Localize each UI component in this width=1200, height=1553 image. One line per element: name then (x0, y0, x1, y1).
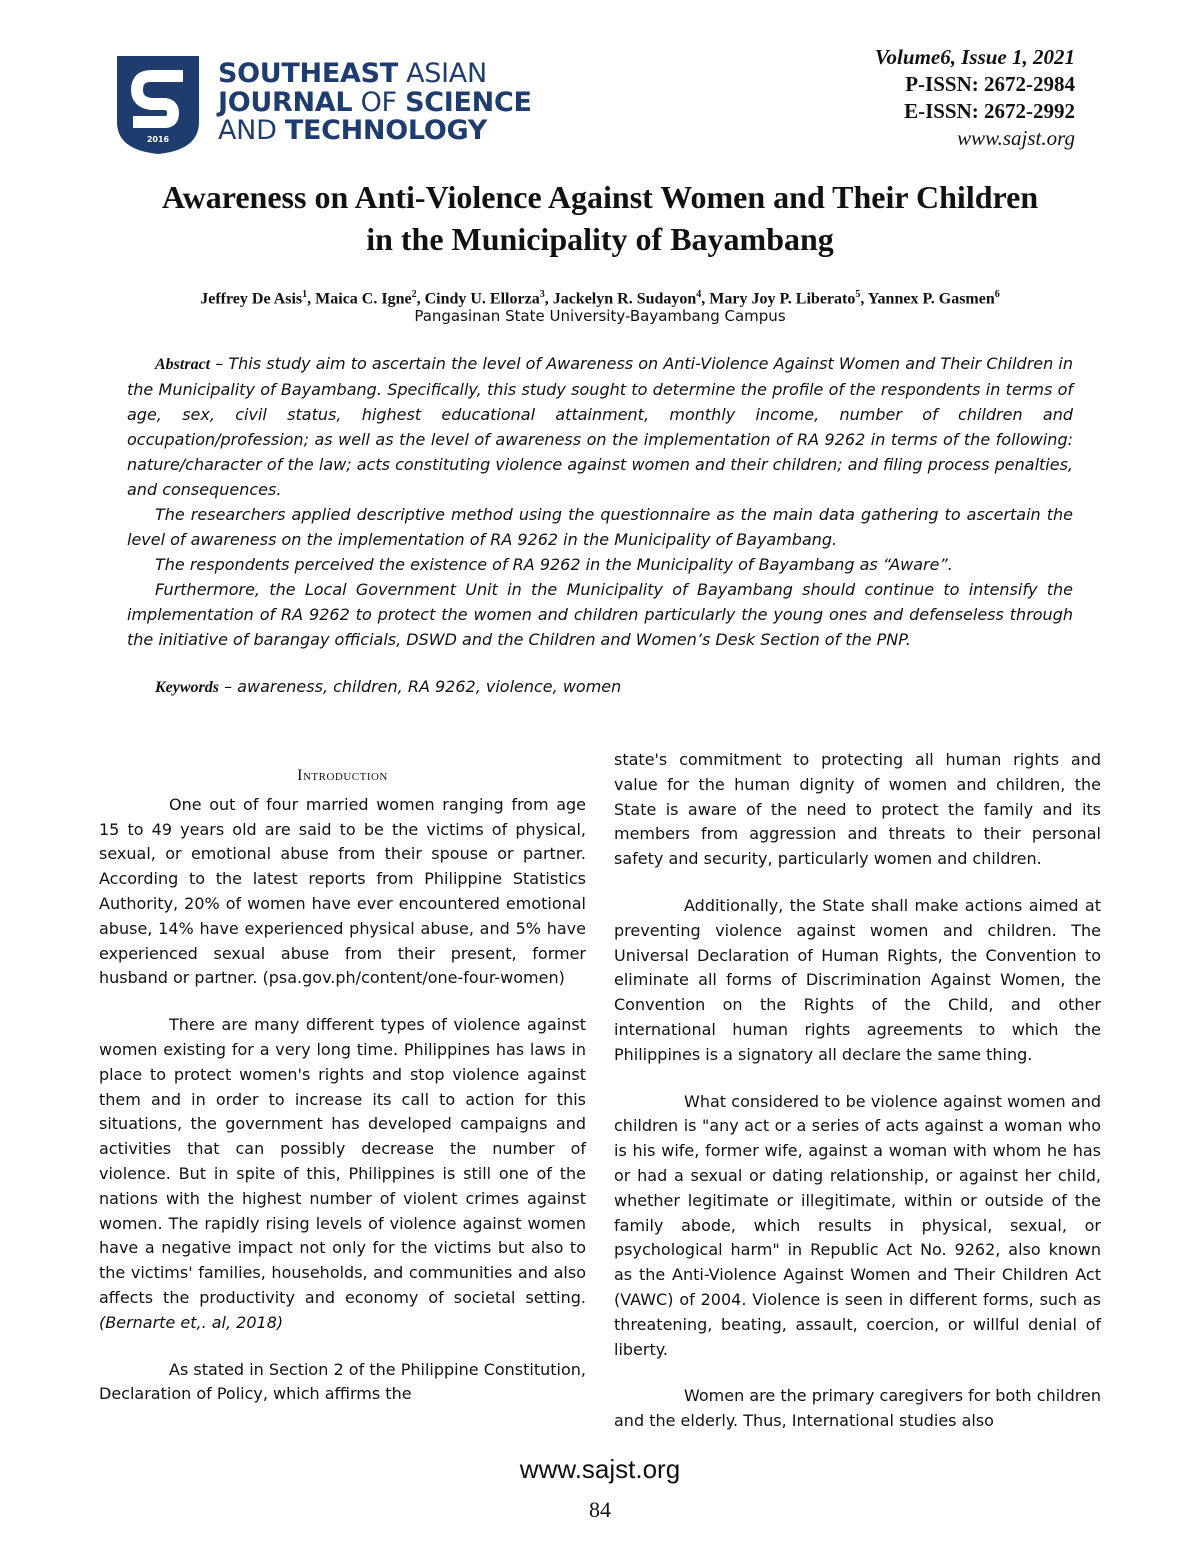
abstract-paragraph (127, 351, 1073, 502)
body-column-left (99, 760, 586, 1407)
section-heading-introduction: Introduction (297, 767, 388, 784)
journal-website-link[interactable]: www.sajst.org (957, 126, 1075, 150)
journal-name-part: SOUTHEAST (218, 58, 398, 89)
author-affiliation-marker: 6 (994, 289, 1000, 300)
journal-name-part: ASIAN (406, 58, 487, 89)
body-paragraph: state's commitment to protecting all human rights and value for the human dignity of women and children, the State is aware of the need to protect the family and its members from aggression and threats to their personal safety and security, particularly women and children. (614, 750, 1101, 869)
author-separator: , (701, 290, 710, 308)
author-separator: , (544, 290, 553, 308)
author-separator: , (860, 290, 868, 308)
journal-name (218, 60, 532, 146)
body-text: There are many different types of violence against women existing for a very long time. Philippines has laws in place to protect women's rights and stop violence against them and in order to increase its call to action for this situations, the government has developed campaigns and activities that can possibly decrease the number of violence. But in spite of this, Philippines is still one of the nations with the highest number of violent crimes against women. The rapidly rising levels of violence against women have a negative impact not only for the victims but also to the victims' families, households, and communities and also affects the productivity and economy of societal setting. (99, 1015, 586, 1307)
title-line: Awareness on Anti-Violence Against Women and Their Children (161, 179, 1039, 215)
volume-issue: Volume6, Issue 1, 2021 (874, 45, 1075, 69)
author-name: Jackelyn R. Sudayon (552, 290, 697, 308)
author-name: Jeffrey De Asis (200, 290, 303, 308)
body-paragraph: Additionally, the State shall make actions aimed at preventing violence against women and children. The Universal Declaration of Human Rights, the Convention to eliminate all forms of Discrimination Against Women, the Convention on the Rights of the Child, and other international human rights agreements to which the Philippines is a signatory all declare the same thing. (614, 895, 1101, 1064)
author-affiliation-marker: 2 (411, 289, 417, 300)
body-paragraph: What considered to be violence against women and children is "any act or a series of acts against a woman who is his wife, former wife, against a woman with whom he has or had a sexual or dating relationship, or against her child, whether legitimate or illegitimate, within or outside of the family abode, which results in physical, sexual, or psychological harm" in Republic Act No. 9262, also known as the Anti-Violence Against Women and Their Children Act (VAWC) of 2004. Violence is seen in different forms, such as threatening, beating, assault, coercion, or willful denial of liberty. (614, 1091, 1101, 1359)
author-separator: , (307, 290, 316, 308)
journal-name-part: SCIENCE (405, 86, 532, 118)
author-name: Mary Joy P. Liberato (709, 290, 856, 308)
affiliation: Pangasinan State University-Bayambang Campus (414, 307, 786, 325)
footer-website-link[interactable]: www.sajst.org (519, 1454, 681, 1484)
keywords-text: – awareness, children, RA 9262, violence, women (219, 677, 622, 696)
logo-year: 2016 (146, 135, 170, 144)
electronic-issn: E-ISSN: 2672-2992 (904, 99, 1075, 123)
body-paragraph: As stated in Section 2 of the Philippine Constitution, Declaration of Policy, which affirms the (99, 1359, 586, 1404)
author-name: Maica C. Igne (315, 290, 412, 308)
author-name: Cindy U. Ellorza (424, 290, 540, 308)
body-paragraph (99, 1013, 586, 1335)
journal-name-part: TECHNOLOGY (284, 115, 487, 146)
page-number: 84 (589, 1497, 611, 1522)
author-affiliation-marker: 3 (539, 289, 545, 300)
abstract-paragraph: The researchers applied descriptive method using the questionnaire as the main data gathering to ascertain the level of awareness on the implementation of RA 9262 in the Municipality of Bayambang. (127, 505, 1073, 549)
journal-name-part: AND (218, 115, 277, 146)
keywords-label: Keywords (155, 679, 219, 696)
author-affiliation-marker: 4 (696, 289, 702, 300)
title-line: in the Municipality of Bayambang (366, 221, 834, 257)
body-column-right (614, 748, 1101, 1434)
author-separator: , (416, 290, 425, 308)
author-affiliation-marker: 1 (302, 289, 308, 300)
author-name: Yannex P. Gasmen (867, 290, 995, 308)
body-paragraph: Women are the primary caregivers for both children and the elderly. Thus, International studies also (614, 1386, 1101, 1431)
journal-name-part: JOURNAL (218, 86, 353, 118)
author-affiliation-marker: 5 (855, 289, 861, 300)
body-paragraph: One out of four married women ranging from age 15 to 49 years old are said to be the victims of physical, sexual, or emotional abuse from their spouse or partner. According to the latest reports from Philippine Statistics Authority, 20% of women have ever encountered emotional abuse, 14% have experienced physical abuse, and 5% have experienced sexual abuse from their present, former husband or partner. (psa.gov.ph/content/one-four-women) (99, 794, 586, 988)
abstract-paragraph: Furthermore, the Local Government Unit in the Municipality of Bayambang should continue to intensify the implementation of RA 9262 to protect the women and children particularly the young ones and defenseless through the initiative of barangay officials, DSWD and the Children and Women’s Desk Section of the PNP. (127, 580, 1073, 649)
citation: (Bernarte et,. al, 2018) (99, 1312, 284, 1332)
abstract-text: – This study aim to ascertain the level of Awareness on Anti-Violence Against Women and Their Children in the Municipality of Bayambang. Specifically, this study sought to determine the profile of the respondents in terms of age, sex, civil status, highest educational attainment, monthly income, number of children and occupation/profession; as well as the level of awareness on the implementation of RA 9262 in terms of the following: nature/character of the law; acts constituting violence against women and their children; and filing process penalties, and consequences. (127, 354, 1073, 499)
issue-info (875, 44, 1075, 152)
abstract-label: Abstract (155, 356, 211, 373)
keywords (127, 676, 1073, 699)
abstract (127, 351, 1073, 652)
print-issn: P-ISSN: 2672-2984 (905, 72, 1075, 96)
journal-logo-icon (113, 52, 203, 156)
paper-title (60, 176, 1140, 260)
journal-name-part: OF (360, 86, 397, 118)
abstract-paragraph: The respondents perceived the existence of RA 9262 in the Municipality of Bayambang as “Aware”. (155, 555, 953, 574)
